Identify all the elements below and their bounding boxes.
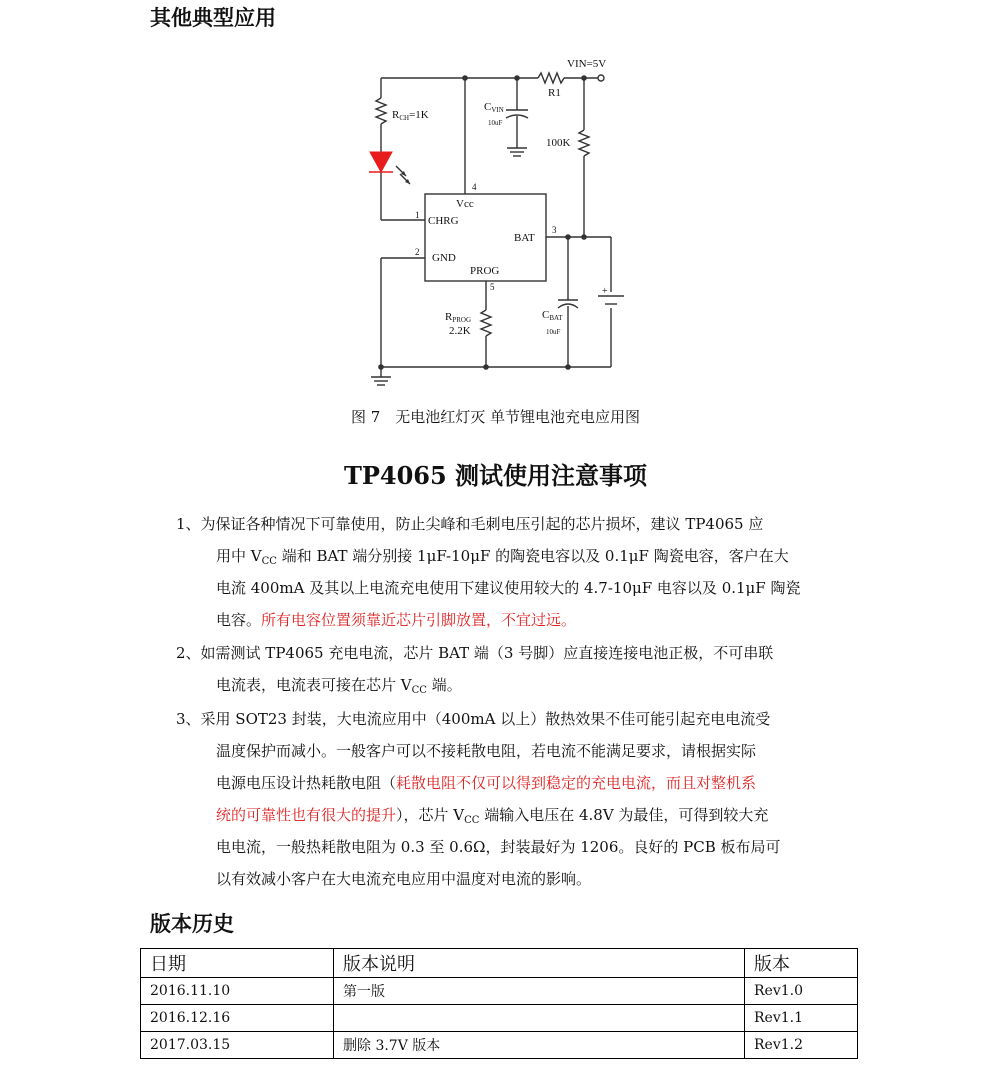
note-2-line-2: 电流表，电流表可接在芯片 $V_{CC}$ 端。 bbox=[216, 676, 462, 696]
rprog-value: 2.2K bbox=[449, 325, 471, 337]
pin-3-number: 3 bbox=[552, 225, 557, 235]
cbat-value: 10uF bbox=[546, 328, 561, 336]
pin-4-number: 4 bbox=[472, 182, 477, 192]
cell-description bbox=[334, 1005, 745, 1032]
rch-label: RCH=1K bbox=[392, 109, 429, 122]
note-3-highlight-a: 耗散电阻不仅可以得到稳定的充电电流，而且对整机系 bbox=[396, 774, 757, 792]
figure-caption: 图 7 无电池红灯灭 单节锂电池充电应用图 bbox=[350, 408, 641, 426]
note-3-highlight-b: 统的可靠性也有很大的提升 bbox=[216, 806, 397, 824]
note-2-line-1: 2、如需测试 TP4065 充电电流，芯片 BAT 端（3 号脚）应直接连接电池正极，不可串联 bbox=[176, 644, 774, 662]
note-item-3 bbox=[176, 703, 844, 895]
table-row bbox=[141, 1032, 858, 1059]
cell-date: 2016.11.10 bbox=[141, 978, 334, 1005]
note-item-2 bbox=[176, 637, 844, 701]
table-row bbox=[141, 978, 858, 1005]
pin-1-number: 1 bbox=[415, 210, 420, 220]
vin-label: VIN=5V bbox=[567, 58, 607, 70]
cell-description: 删除 3.7V 版本 bbox=[334, 1032, 745, 1059]
note-3-line-1: 3、采用 SOT23 封装，大电流应用中（400mA 以上）散热效果不佳可能引起充电电流受 bbox=[176, 710, 771, 728]
r1-label: R1 bbox=[548, 87, 561, 99]
note-1-line-4: 电容。所有电容位置须靠近芯片引脚放置，不宜过远。 bbox=[216, 611, 577, 629]
note-3-line-2: 温度保护而减小。一般客户可以不接耗散电阻，若电流不能满足要求，请根据实际 bbox=[216, 742, 757, 760]
gnd-pin-label: GND bbox=[432, 252, 456, 264]
note-3-line-5: 电电流，一般热耗散电阻为 0.3 至 0.6Ω，封装最好为 1206。良好的 PCB 板布局可 bbox=[216, 838, 781, 856]
note-3-line-3: 电源电压设计热耗散电阻（耗散电阻不仅可以得到稳定的充电电流，而且对整机系 bbox=[216, 774, 757, 792]
table-header-row bbox=[141, 949, 858, 978]
battery-plus-label: + bbox=[602, 286, 608, 297]
note-3-line-4: 统的可靠性也有很大的提升），芯片 $V_{CC}$ 端输入电压在 4.8V 为最佳，可得到较大充 bbox=[216, 806, 769, 826]
pin-5-number: 5 bbox=[490, 282, 495, 292]
header-date: 日期 bbox=[141, 949, 334, 978]
cvin-label: CVIN bbox=[484, 101, 504, 114]
led-icon bbox=[369, 152, 393, 172]
notes-title: TP4065 测试使用注意事项 bbox=[343, 461, 648, 490]
cell-date: 2017.03.15 bbox=[141, 1032, 334, 1059]
note-1-line-1: 1、为保证各种情况下可靠使用，防止尖峰和毛刺电压引起的芯片损坏，建议 TP4065 应 bbox=[176, 515, 764, 533]
note-3-line-6: 以有效减小客户在大电流充电应用中温度对电流的影响。 bbox=[216, 870, 592, 888]
section-title-other-apps: 其他典型应用 bbox=[150, 6, 276, 30]
bat-pin-label: BAT bbox=[514, 232, 535, 244]
vcc-pin-label: Vcc bbox=[456, 198, 474, 210]
r-100k-label: 100K bbox=[546, 137, 571, 149]
header-description: 版本说明 bbox=[334, 949, 745, 978]
rprog-label: RPROG bbox=[445, 311, 472, 324]
cell-description: 第一版 bbox=[334, 978, 745, 1005]
section-title-version-history: 版本历史 bbox=[150, 912, 234, 936]
version-history-table bbox=[140, 948, 858, 1059]
cell-version: Rev1.1 bbox=[745, 1005, 858, 1032]
circuit-diagram bbox=[320, 52, 640, 397]
chrg-pin-label: CHRG bbox=[428, 215, 459, 227]
note-item-1 bbox=[176, 508, 844, 636]
table-row bbox=[141, 1005, 858, 1032]
cell-date: 2016.12.16 bbox=[141, 1005, 334, 1032]
pin-2-number: 2 bbox=[415, 247, 420, 257]
note-1-line-3: 电流 400mA 及其以上电流充电使用下建议使用较大的 4.7-10μF 电容以及 0.1μF 陶瓷 bbox=[216, 579, 801, 597]
cvin-value: 10uF bbox=[488, 119, 503, 127]
cell-version: Rev1.2 bbox=[745, 1032, 858, 1059]
prog-pin-label: PROG bbox=[470, 265, 500, 277]
cbat-label: CBAT bbox=[542, 309, 563, 322]
note-1-warning: 所有电容位置须靠近芯片引脚放置，不宜过远。 bbox=[261, 611, 577, 629]
note-1-line-2: 用中 $V_{CC}$ 端和 BAT 端分别接 1μF-10μF 的陶瓷电容以及 0.1μF 陶瓷电容，客户在大 bbox=[216, 547, 789, 567]
cell-version: Rev1.0 bbox=[745, 978, 858, 1005]
header-version: 版本 bbox=[745, 949, 858, 978]
